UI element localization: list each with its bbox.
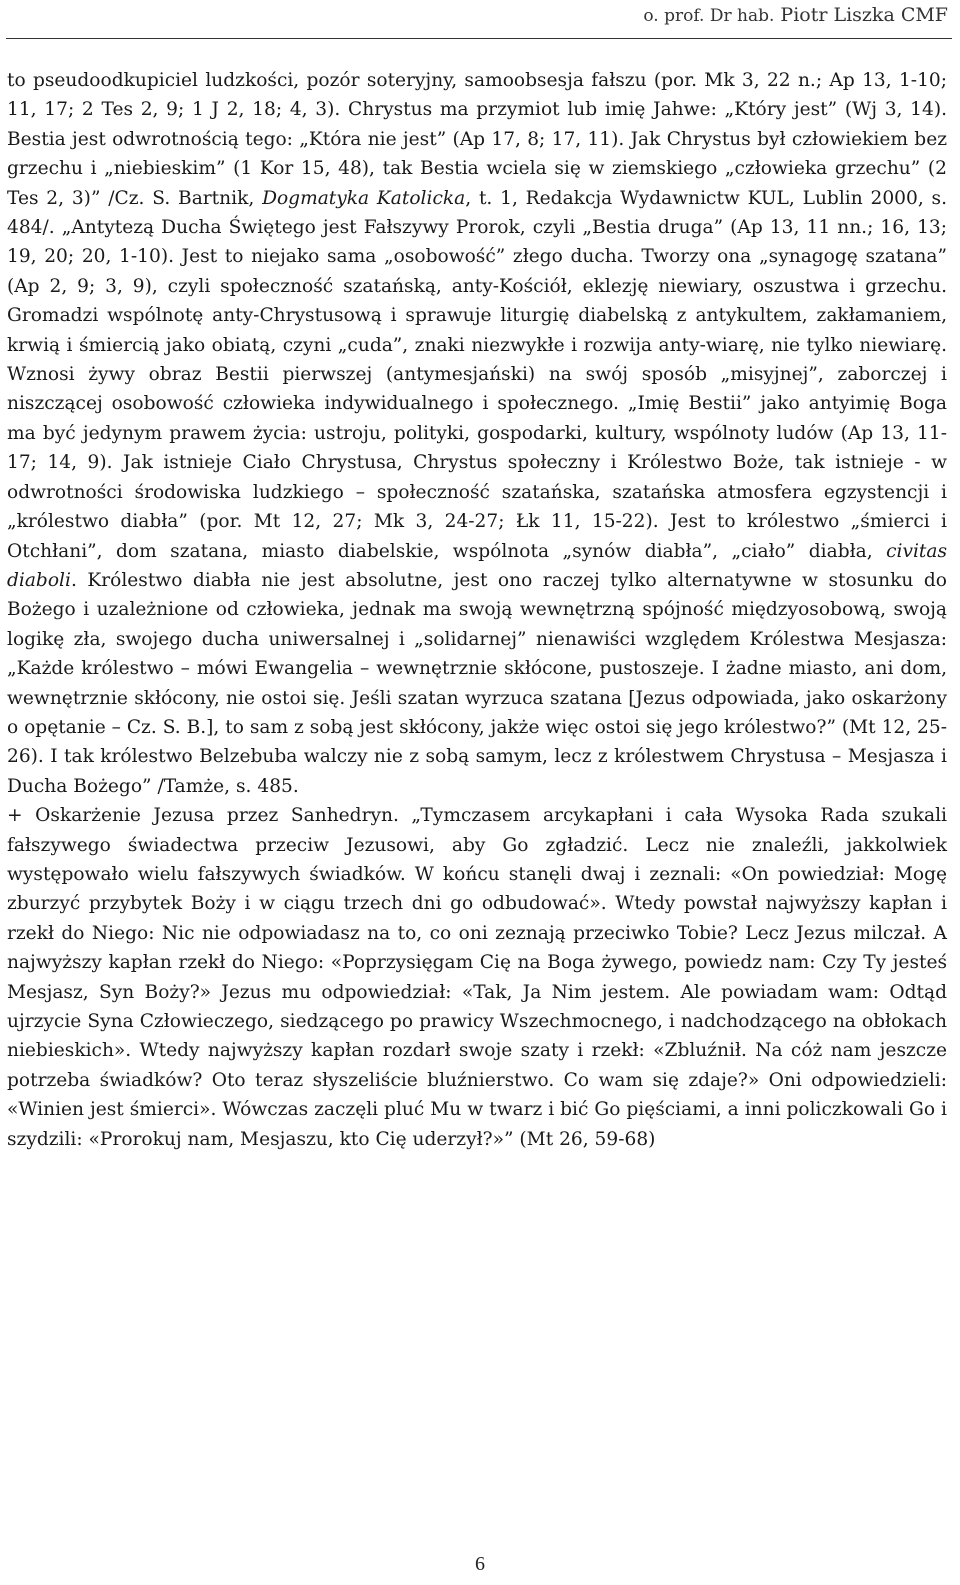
header-author-name: Piotr Liszka CMF bbox=[780, 4, 948, 26]
paragraph-text: . Królestwo diabła nie jest absolutne, jest ono raczej tylko alternatywne w stosunku do Bożego i uzależnione od człowieka, jednak ma swoją wewnętrzną spójność międzyosobową, swoją logikę zła, swojego ducha uniwersalnej i „solidarnej” nienawiści względem Królestwa Mesjasza: „Każde królestwo – mówi Ewangelia – wewnętrznie skłócone, pustoszeje. I żadne miasto, ani dom, wewnętrznie skłócony, nie ostoi się. Jeśli szatan wyrzuca szatana [Jezus odpowiada, jako oskarżony o opętanie – Cz. S. B.], to sam z sobą jest skłócony, jakże więc ostoi się jego królestwo?” (Mt 12, 25-26). I tak królestwo Belzebuba walczy nie z sobą samym, lecz z królestwem Chrystusa – Mesjasza i Ducha Bożego” /Tamże, s. 485. bbox=[7, 569, 947, 797]
page-body bbox=[7, 66, 947, 1154]
page-number: 6 bbox=[475, 1553, 485, 1575]
header-rule bbox=[6, 38, 952, 39]
paragraph-text: , t. 1, Redakcja Wydawnictw KUL, Lublin 2000, s. 484/. „Antytezą Ducha Świętego jest Fałszywy Prorok, czyli „Bestia druga” (Ap 13, 11 nn.; 16, 13; 19, 20; 20, 1-10). Jest to niejako sama „osobowość” złego ducha. Tworzy ona „synagogę szatana” (Ap 2, 9; 3, 9), czyli społeczność szatańską, anty-Kościół, eklezję niewiary, oszustwa i grzechu. Gromadzi wspólnotę anty-Chrystusową i sprawuje liturgię diabelską z antykultem, zakłamaniem, krwią i śmiercią jako obiatą, czyni „cuda”, znaki niezwykłe i rozwija anty-wiarę, nie tylko niewiarę. Wznosi żywy obraz Bestii pierwszej (antymesjański) na swój sposób „misyjnej”, zaborczej i niszczącej osobowość człowieka indywidualnego i społecznego. „Imię Bestii” jako antyimię Boga ma być jedynym prawem życia: ustroju, polityki, gospodarki, kultury, wspólnoty ludów (Ap 13, 11-17; 14, 9). Jak istnieje Ciało Chrystusa, Chrystus społeczny i Królestwo Boże, tak istnieje - w odwrotności środowiska ludzkiego – społeczność szatańska, szatańska atmosfera egzystencji i „królestwo diabła” (por. Mt 12, 27; Mk 3, 24-27; Łk 11, 15-22). Jest to królestwo „śmierci i Otchłani”, dom szatana, miasto diabelskie, wspólnota „synów diabła”, „ciało” diabła, bbox=[7, 187, 947, 562]
latin-term: civitas diaboli bbox=[7, 540, 947, 591]
paragraph-sanhedryn: + Oskarżenie Jezusa przez Sanhedryn. „Tymczasem arcykapłani i cała Wysoka Rada szukali fałszywego świadectwa przeciw Jezusowi, aby Go zgładzić. Lecz nie znaleźli, jakkolwiek występowało wielu fałszywych świadków. W końcu stanęli dwaj i zeznali: «On powiedział: Mogę zburzyć przybytek Boży i w ciągu trzech dni go odbudować». Wtedy powstał najwyższy kapłan i rzekł do Niego: Nic nie odpowiadasz na to, co oni zeznają przeciwko Tobie? Lecz Jezus milczał. A najwyższy kapłan rzekł do Niego: «Poprzysięgam Cię na Boga żywego, powiedz nam: Czy Ty jesteś Mesjasz, Syn Boży?» Jezus mu odpowiedział: «Tak, Ja Nim jestem. Ale powiadam wam: Odtąd ujrzycie Syna Człowieczego, siedzącego po prawicy Wszechmocnego, i nadchodzącego na obłokach niebieskich». Wtedy najwyższy kapłan rozdarł swoje szaty i rzekł: «Zbluźnił. Na cóż nam jeszcze potrzeba świadków? Oto teraz słyszeliście bluźnierstwo. Co wam się zdaje?» Oni odpowiedzieli: «Winien jest śmierci». Wówczas zaczęli pluć Mu w twarz i bić Go pięściami, a inni policzkowali Go i szydzili: «Prorokuj nam, Mesjaszu, kto Cię uderzył?»” (Mt 26, 59-68) bbox=[7, 805, 947, 1150]
book-title: Dogmatyka Katolicka bbox=[262, 187, 466, 209]
header-academic-title: o. prof. Dr hab. bbox=[643, 6, 775, 26]
paragraph-bestia bbox=[7, 66, 947, 801]
running-header bbox=[643, 4, 948, 26]
paragraph-text: to pseudoodkupiciel ludzkości, pozór soteryjny, samoobsesja fałszu (por. Mk 3, 22 n.; Ap 13, 1-10; 11, 17; 2 Tes 2, 9; 1 J 2, 18; 4, 3). Chrystus ma przymiot lub imię Jahwe: „Który jest” (Wj 3, 14). Bestia jest odwrotnością tego: „Która nie jest” (Ap 17, 8; 17, 11). Jak Chrystus był człowiekiem bez grzechu i „niebieskim” (1 Kor 15, 48), tak Bestia wciela się w ziemskiego „człowieka grzechu” (2 Tes 2, 3)” /Cz. S. Bartnik, bbox=[7, 70, 947, 209]
